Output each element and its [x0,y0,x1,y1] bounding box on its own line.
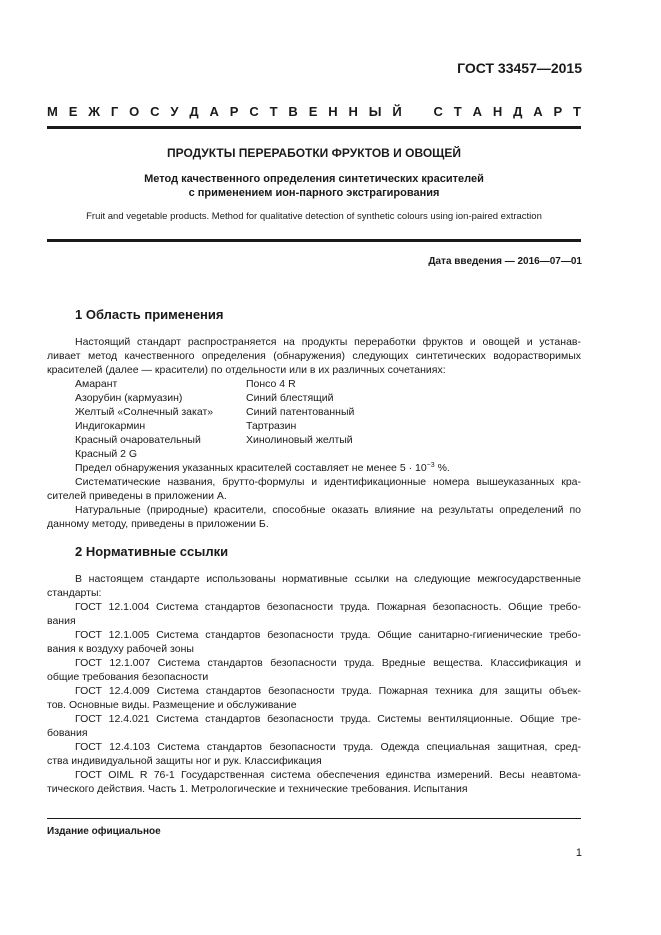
subtitle-line: с применением ион-парного экстрагирования [188,187,440,199]
section-2-heading: 2 Нормативные ссылки [75,544,229,559]
banner-letter: А [209,104,219,119]
banner-letter: С [150,104,160,119]
detection-limit [75,461,581,475]
dye-list-item: Тартразин [246,420,297,432]
reference-line: ГОСТ 12.1.005 Система стандартов безопасности труда. Общие санитарно-гигиенические требо- [75,629,581,641]
banner-letter: С [249,104,259,119]
dye-list-item: Красный очаровательный [75,434,201,446]
banner-letter: В [288,104,298,119]
document-title: ПРОДУКТЫ ПЕРЕРАБОТКИ ФРУКТОВ И ОВОЩЕЙ [166,146,462,160]
banner-letter: Н [328,104,338,119]
footer-divider [47,818,581,819]
reference-line: тов. Основные виды. Размещение и обслуживание [47,699,297,711]
header-divider [47,126,581,129]
paragraph-line: Натуральные (природные) красители, способные оказать влияние на результаты определений по [75,504,581,516]
reference-line: вания [47,615,76,627]
reference-line: тического действия. Часть 1. Метрологические и технические требования. Испытания [47,783,468,795]
banner-letter: Ы [368,104,382,119]
reference-line: бования [47,727,88,739]
banner-letter: Т [453,104,462,119]
reference-line: вания к воздуху рабочей зоны [47,643,194,655]
reference-line: ГОСТ 12.4.103 Система стандартов безопасности труда. Одежда специальная защитная, сред- [75,741,581,753]
banner-letter: Д [189,104,199,119]
english-title: Fruit and vegetable products. Method for qualitative detection of synthetic colours using ion-paired extraction [86,211,542,222]
reference-line: ГОСТ 12.1.007 Система стандартов безопасности труда. Вредные вещества. Классификация и [75,657,581,669]
paragraph-line: данному методу, приведены в приложении Б. [47,518,269,530]
paragraph-line: Настоящий стандарт распространяется на продукты переработки фруктов и овощей и устанав- [75,336,581,348]
dye-list-item: Хинолиновый желтый [246,434,353,446]
page-number: 1 [575,847,582,859]
section-1-heading: 1 Область применения [75,307,224,322]
banner-letter: С [433,104,443,119]
reference-line: ГОСТ 12.4.021 Система стандартов безопасности труда. Системы вентиляционные. Общие тре- [75,713,581,725]
dye-list-item: Красный 2 G [75,448,138,460]
paragraph-line: Систематические названия, брутто-формулы и идентификационные номера вышеуказанных кра- [75,476,581,488]
banner-letter: Т [573,104,581,119]
reference-line: ГОСТ OIML R 76-1 Государственная система обеспечения единства измерений. Весы неавтома- [75,769,581,781]
detection-limit-unit: %. [434,462,450,474]
banner-letter: Е [68,104,78,119]
paragraph-line: В настоящем стандарте использованы нормативные ссылки на следующие межгосударственные [75,573,581,585]
paragraph-line: красителей (далее — красители) по отдельности или в их различных сочетаниях: [47,364,446,376]
dye-list-item: Синий патентованный [246,406,355,418]
banner-letter: А [533,104,543,119]
banner-letter: Й [392,104,402,119]
dye-list-item: Понсо 4 R [246,378,296,390]
reference-line: общие требования безопасности [47,671,209,683]
banner-gap [413,104,423,119]
dye-list-item: Синий блестящий [246,392,334,404]
banner-letter: Д [513,104,523,119]
dye-list-item: Индигокармин [75,420,146,432]
banner-letter: Н [492,104,503,119]
banner-letter: Т [269,104,278,119]
reference-line: ГОСТ 12.4.009 Система стандартов безопасности труда. Пожарная техника для защиты объек- [75,685,581,697]
dye-list-item: Азорубин (кармуазин) [75,392,183,404]
banner-letter: Г [110,104,119,119]
reference-line: ства индивидуальной защиты ног и рук. Классификация [47,755,322,767]
official-edition-label: Издание официальное [47,826,161,837]
banner-letter: О [129,104,140,119]
document-subtitle [47,172,581,200]
banner-letter: М [47,104,58,119]
banner-letter: А [472,104,482,119]
banner-letter: Ж [88,104,101,119]
standard-type-banner [47,104,581,119]
banner-letter: Р [229,104,239,119]
paragraph-line: ливает метод качественного определения (обнаружения) следующих синтетических водорастворимых [47,350,581,362]
banner-letter: Р [553,104,563,119]
detection-limit-exponent: −3 [426,462,435,469]
paragraph-line: сителей приведены в приложении А. [47,490,227,502]
reference-line: ГОСТ 12.1.004 Система стандартов безопасности труда. Пожарная безопасность. Общие требо- [75,601,581,613]
introduction-date: Дата введения — 2016—07—01 [428,256,582,267]
banner-letter: Е [308,104,318,119]
dye-list-item: Желтый «Солнечный закат» [75,406,214,418]
paragraph-line: стандарты: [47,587,102,599]
banner-letter: Н [348,104,358,119]
title-divider [47,239,581,242]
banner-letter: У [170,104,179,119]
subtitle-line: Метод качественного определения синтетических красителей [144,173,484,185]
dye-list-item: Амарант [75,378,118,390]
detection-limit-text: Предел обнаружения указанных красителей составляет не менее 5 · 10 [75,462,427,474]
document-number: ГОСТ 33457—2015 [457,60,582,76]
